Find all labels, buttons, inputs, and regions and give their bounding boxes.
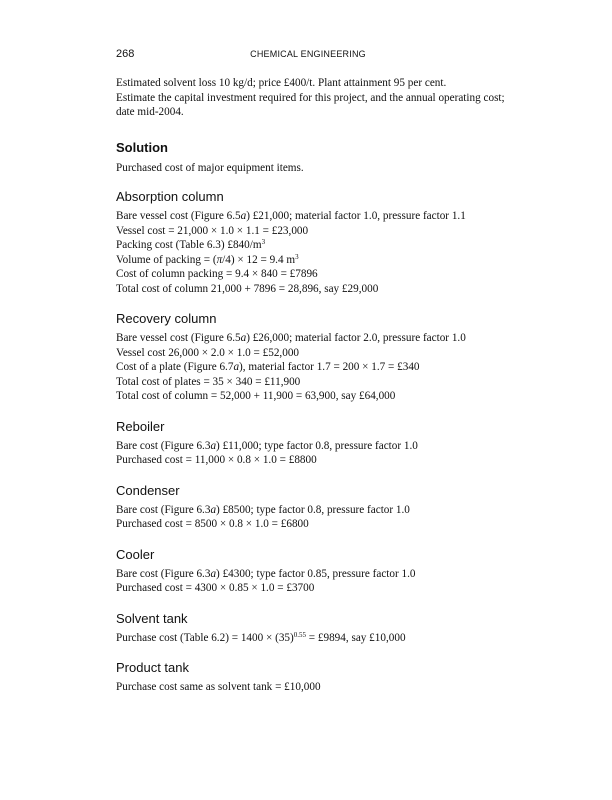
calc-line: Bare cost (Figure 6.3a) £4300; type factor 0.85, pressure factor 1.0 xyxy=(116,567,416,580)
calc-line: Bare vessel cost (Figure 6.5a) £26,000; material factor 2.0, pressure factor 1.0 xyxy=(116,332,466,344)
reboiler-section xyxy=(116,439,500,468)
calc-line: Total cost of column = 52,000 + 11,900 = 63,900, say £64,000 xyxy=(116,390,396,402)
calc-line: Vessel cost = 21,000 × 1.0 × 1.1 = £23,000 xyxy=(116,224,309,237)
intro-line: date mid-2004. xyxy=(116,106,184,118)
calc-line: Purchased cost = 4300 × 0.85 × 1.0 = £3700 xyxy=(116,582,315,594)
solution-text: Purchased cost of major equipment items. xyxy=(116,161,304,174)
solution-heading: Solution xyxy=(116,139,168,155)
condenser-heading: Condenser xyxy=(116,482,180,498)
condenser-section xyxy=(116,503,500,532)
absorption-column-heading: Absorption column xyxy=(116,189,224,204)
calc-line: Cost of column packing = 9.4 × 840 = £7896 xyxy=(116,268,318,280)
running-header xyxy=(116,48,500,62)
calc-line: Total cost of column 21,000 + 7896 = 28,896, say £29,000 xyxy=(116,282,379,295)
page xyxy=(116,48,505,695)
calc-line: Vessel cost 26,000 × 2.0 × 1.0 = £52,000 xyxy=(116,346,300,359)
calc-line: Volume of packing = (π/4) × 12 = 9.4 $m^3$ xyxy=(116,252,299,266)
calc-line: Bare cost (Figure 6.3a) £11,000; type factor 0.8, pressure factor 1.0 xyxy=(116,439,418,452)
calc-line: Bare cost (Figure 6.3a) £8500; type factor 0.8, pressure factor 1.0 xyxy=(116,503,410,516)
product-tank-section xyxy=(116,680,500,695)
running-title: CHEMICAL ENGINEERING xyxy=(250,49,366,59)
intro-line: Estimate the capital investment required for this project, and the annual operating cost; xyxy=(116,91,505,104)
intro-paragraph xyxy=(116,76,505,120)
calc-line: Packing cost (Table 6.3) $£840/m^3$ xyxy=(116,238,266,251)
recovery-column-section xyxy=(116,331,500,404)
solvent-tank-heading: Solvent tank xyxy=(116,610,188,626)
absorption-column-section xyxy=(116,209,500,296)
product-tank-heading: Product tank xyxy=(116,660,189,675)
calc-line: Total cost of plates = 35 × 340 = £11,900 xyxy=(116,375,301,388)
calc-line: Purchased cost = 11,000 × 0.8 × 1.0 = £8800 xyxy=(116,454,317,466)
cooler-section xyxy=(116,567,500,596)
calc-line: Purchased cost = 8500 × 0.8 × 1.0 = £6800 xyxy=(116,518,309,530)
cooler-heading: Cooler xyxy=(116,546,155,562)
solvent-tank-section xyxy=(116,631,500,646)
recovery-column-heading: Recovery column xyxy=(116,311,217,326)
page-number: 268 xyxy=(116,48,135,60)
calc-line: Purchase cost same as solvent tank = £10,000 xyxy=(116,681,321,693)
calc-line: Bare vessel cost (Figure 6.5a) £21,000; material factor 1.0, pressure factor 1.1 xyxy=(116,210,466,222)
calc-line: Cost of a plate (Figure 6.7a), material factor 1.7 = 200 × 1.7 = £340 xyxy=(116,361,420,373)
reboiler-heading: Reboiler xyxy=(116,418,165,434)
intro-line: Estimated solvent loss 10 kg/d; price £400/t. Plant attainment 95 per cent. xyxy=(116,77,447,89)
calc-line: Purchase cost (Table $6.2) = 1400 \times (35)^{0.55}$ = £9894, say £10,000 xyxy=(116,630,406,644)
